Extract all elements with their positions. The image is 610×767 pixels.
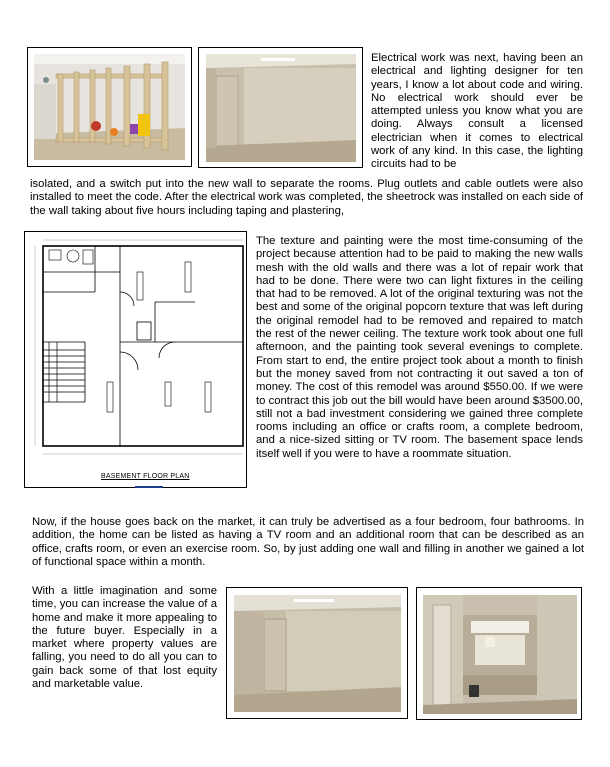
framing-photo xyxy=(34,54,185,160)
doorway-photo-image xyxy=(423,595,577,714)
paragraph-texture-painting: The texture and painting were the most time-consuming of the project because attention had to be paid to making the new walls mesh with the old walls and there was a lot of repair work that had to be done. There were two can light fixtures in the ceiling that had to be removed. A lot of the original texturing was not the best and some of the original popcorn texture that was left during the original remodel had to be removed and repaired to match the rest of the newer ceiling. The texture work took about one full afternoon, and the painting took several evenings to complete. From start to end, the entire project took about a month to finish but the money saved from not contracting it out saved a ton of money. The cost of this remodel was around $550.00. If we were to contract this job out the bill would have been around $3500.00, still not a bad investment considering we gained three complete rooms including an office or crafts room, a complete bedroom, and a nice-sized sitting or TV room. The basement space lends itself well if you were to have a roommate situation. xyxy=(256,235,583,460)
framing-photo-image xyxy=(34,54,185,160)
doorway-photo xyxy=(423,595,577,714)
finished-room-photo-image xyxy=(234,595,401,712)
paragraph-imagination: With a little imagination and some time, you can increase the value of a home and make it more appealing to the future buyer. Especially in a market where property values are falling, you need to do all you can to gain back some of that lost equity and marketable value. xyxy=(32,585,217,691)
paragraph-electrical-continued: isolated, and a switch put into the new wall to separate the rooms. Plug outlets and cable outlets were also installed to meet the code. After the electrical work was completed, the sheetrock was installed on each side of the wall taking about five hours including taping and plastering, xyxy=(30,178,583,217)
floor-plan-caption: BASEMENT FLOOR PLAN xyxy=(101,473,190,480)
sheetrock-photo-image xyxy=(206,54,356,162)
photo-frame-finished-room xyxy=(226,587,408,719)
paragraph-market: Now, if the house goes back on the market, it can truly be advertised as a four bedroom, four bathrooms. In addition, the home can be listed as having a TV room and an additional room that can be described as an office, crafts room, or even an exercise room. So, by just adding one wall and filling in another we gained a lot of functional space within a month. xyxy=(32,516,584,568)
floor-plan-caption-rule xyxy=(135,486,163,488)
finished-room-photo xyxy=(234,595,401,712)
paragraph-electrical-wrapped: Electrical work was next, having been an electrical and lighting designer for ten years, I know a lot about code and wiring. No electrical work should ever be attempted unless you know what you are doing. Always consult a licensed electrician when it comes to electrical work of any kind. In this case, the lighting circuits had to be xyxy=(371,52,583,171)
photo-frame-sheetrock xyxy=(198,47,363,168)
floor-plan-drawing xyxy=(25,232,246,487)
photo-frame-framing xyxy=(27,47,192,167)
floor-plan-frame xyxy=(24,231,247,488)
sheetrock-photo xyxy=(206,54,356,162)
photo-frame-doorway xyxy=(416,587,582,720)
